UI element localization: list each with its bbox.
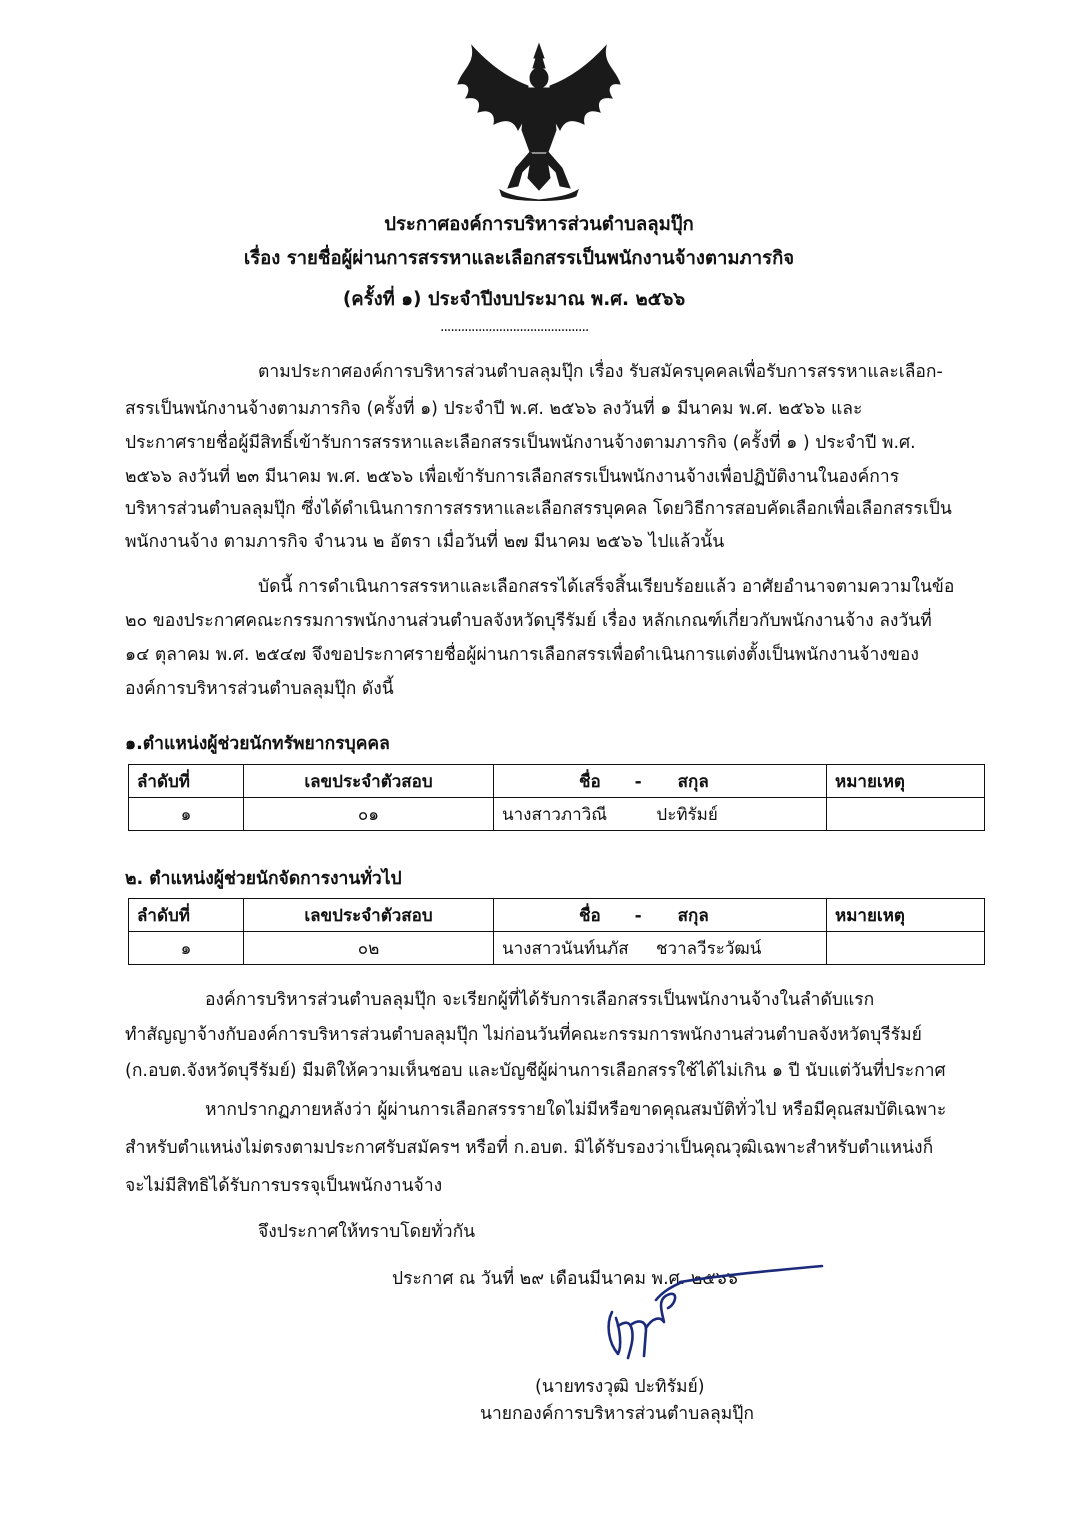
paragraph-1-line: พนักงานจ้าง ตามภารกิจ จำนวน ๒ อัตรา เมื่อวันที่ ๒๗ มีนาคม ๒๕๖๖ ไปแล้วนั้น bbox=[125, 532, 725, 552]
cell-exam-id: ๐๒ bbox=[244, 932, 494, 965]
position-1-table bbox=[128, 764, 985, 831]
table-header-row bbox=[129, 765, 985, 798]
announcement-subject: เรื่อง รายชื่อผู้ผ่านการสรรหาและเลือกสรรเป็นพนักงานจ้างตามภารกิจ bbox=[243, 248, 795, 269]
table-row bbox=[129, 798, 985, 831]
header-seq: ลำดับที่ bbox=[129, 899, 244, 932]
paragraph-4-line: จะไม่มีสิทธิได้รับการบรรจุเป็นพนักงานจ้าง bbox=[125, 1176, 443, 1196]
header-name bbox=[494, 765, 827, 798]
cell-seq: ๑ bbox=[129, 798, 244, 831]
header-exam-id: เลขประจำตัวสอบ bbox=[244, 765, 494, 798]
header-surname-label: สกุล bbox=[677, 771, 709, 792]
header-name-label: ชื่อ bbox=[579, 905, 601, 926]
paragraph-1-line: บริหารส่วนตำบลลุมปุ๊ก ซึ่งได้ดำเนินการการสรรหาและเลือกสรรบุคคล โดยวิธีการสอบคัดเลือกเพื่อเลือกสรรเป็น bbox=[125, 499, 952, 519]
title-separator: ........................................... bbox=[440, 319, 589, 335]
paragraph-2-line: องค์การบริหารส่วนตำบลลุมปุ๊ก ดังนี้ bbox=[125, 679, 394, 699]
announcement-date: ประกาศ ณ วันที่ ๒๙ เดือนมีนาคม พ.ศ. ๒๕๖๖ bbox=[392, 1269, 738, 1289]
position-1-title: ๑.ตำแหน่งผู้ช่วยนักทรัพยากรบุคคล bbox=[125, 734, 390, 754]
signer-name: (นายทรงวุฒิ ปะทิรัมย์) bbox=[535, 1377, 705, 1397]
paragraph-3-line: องค์การบริหารส่วนตำบลลุมปุ๊ก จะเรียกผู้ที่ได้รับการเลือกสรรเป็นพนักงานจ้างในลำดับแรก bbox=[205, 990, 875, 1010]
header-name bbox=[494, 899, 827, 932]
cell-last-name: ชวาลวีระวัฒน์ bbox=[656, 938, 762, 959]
header-seq: ลำดับที่ bbox=[129, 765, 244, 798]
cell-last-name: ปะทิรัมย์ bbox=[656, 804, 718, 825]
header-exam-id: เลขประจำตัวสอบ bbox=[244, 899, 494, 932]
paragraph-2-line: ๒๐ ของประกาศคณะกรรมการพนักงานส่วนตำบลจังหวัดบุรีรัมย์ เรื่อง หลักเกณฑ์เกี่ยวกับพนักงานจ้าง ลงวันที่ bbox=[125, 611, 932, 631]
header-remark: หมายเหตุ bbox=[827, 765, 985, 798]
cell-first-name: นางสาวนันท์นภัส bbox=[502, 938, 629, 959]
cell-exam-id: ๐๑ bbox=[244, 798, 494, 831]
paragraph-1-line: ๒๕๖๖ ลงวันที่ ๒๓ มีนาคม พ.ศ. ๒๕๖๖ เพื่อเข้ารับการเลือกสรรเป็นพนักงานจ้างเพื่อปฏิบัติงานในองค์การ bbox=[125, 467, 900, 487]
paragraph-2-line: ๑๔ ตุลาคม พ.ศ. ๒๕๔๗ จึงขอประกาศรายชื่อผู้ผ่านการเลือกสรรเพื่อดำเนินการแต่งตั้งเป็นพนักงานจ้างของ bbox=[125, 645, 919, 665]
header-dash: - bbox=[634, 771, 642, 792]
cell-fullname bbox=[494, 932, 827, 965]
paragraph-2-line: บัดนี้ การดำเนินการสรรหาและเลือกสรรได้เสร็จสิ้นเรียบร้อยแล้ว อาศัยอำนาจตามความในข้อ bbox=[258, 577, 955, 597]
closing-statement: จึงประกาศให้ทราบโดยทั่วกัน bbox=[258, 1222, 476, 1242]
position-2-title: ๒. ตำแหน่งผู้ช่วยนักจัดการงานทั่วไป bbox=[125, 869, 402, 889]
signature-icon bbox=[560, 1260, 830, 1380]
cell-remark bbox=[827, 798, 985, 831]
header-dash: - bbox=[634, 905, 642, 926]
paragraph-1-line: สรรเป็นพนักงานจ้างตามภารกิจ (ครั้งที่ ๑) ประจำปี พ.ศ. ๒๕๖๖ ลงวันที่ ๑ มีนาคม พ.ศ. ๒๕๖๖ และ bbox=[125, 399, 863, 419]
paragraph-4-line: สำหรับตำแหน่งไม่ตรงตามประกาศรับสมัครฯ หรือที่ ก.อบต. มิได้รับรองว่าเป็นคุณวุฒิเฉพาะสำหรับตำแหน่งก็ bbox=[125, 1138, 934, 1158]
header-remark: หมายเหตุ bbox=[827, 899, 985, 932]
cell-fullname bbox=[494, 798, 827, 831]
table-header-row bbox=[129, 899, 985, 932]
cell-first-name: นางสาวภาวิณี bbox=[502, 804, 608, 825]
position-2-table bbox=[128, 898, 985, 965]
paragraph-1-line: ตามประกาศองค์การบริหารส่วนตำบลลุมปุ๊ก เรื่อง รับสมัครบุคคลเพื่อรับการสรรหาและเลือก- bbox=[258, 362, 943, 382]
paragraph-3-line: (ก.อบต.จังหวัดบุรีรัมย์) มีมติให้ความเห็นชอบ และบัญชีผู้ผ่านการเลือกสรรใช้ได้ไม่เกิน ๑ ปี นับแต่วันที่ประกาศ bbox=[125, 1061, 946, 1081]
announcement-title: ประกาศองค์การบริหารส่วนตำบลลุมปุ๊ก bbox=[384, 214, 694, 235]
garuda-emblem-icon bbox=[452, 40, 626, 205]
paragraph-3-line: ทำสัญญาจ้างกับองค์การบริหารส่วนตำบลลุมปุ๊ก ไม่ก่อนวันที่คณะกรรมการพนักงานส่วนตำบลจังหวัดบุรีรัมย์ bbox=[125, 1025, 922, 1045]
cell-seq: ๑ bbox=[129, 932, 244, 965]
header-surname-label: สกุล bbox=[677, 905, 709, 926]
table-row bbox=[129, 932, 985, 965]
header-name-label: ชื่อ bbox=[579, 771, 601, 792]
paragraph-1-line: ประกาศรายชื่อผู้มีสิทธิ์เข้ารับการสรรหาและเลือกสรรเป็นพนักงานจ้างตามภารกิจ (ครั้งที่ ๑ ) ประจำปี พ.ศ. bbox=[125, 433, 916, 453]
signer-title: นายกองค์การบริหารส่วนตำบลลุมปุ๊ก bbox=[480, 1404, 754, 1424]
paragraph-4-line: หากปรากฏภายหลังว่า ผู้ผ่านการเลือกสรรรายใดไม่มีหรือขาดคุณสมบัติทั่วไป หรือมีคุณสมบัติเฉพาะ bbox=[205, 1100, 947, 1120]
cell-remark bbox=[827, 932, 985, 965]
announcement-round: (ครั้งที่ ๑) ประจำปีงบประมาณ พ.ศ. ๒๕๖๖ bbox=[342, 289, 686, 310]
